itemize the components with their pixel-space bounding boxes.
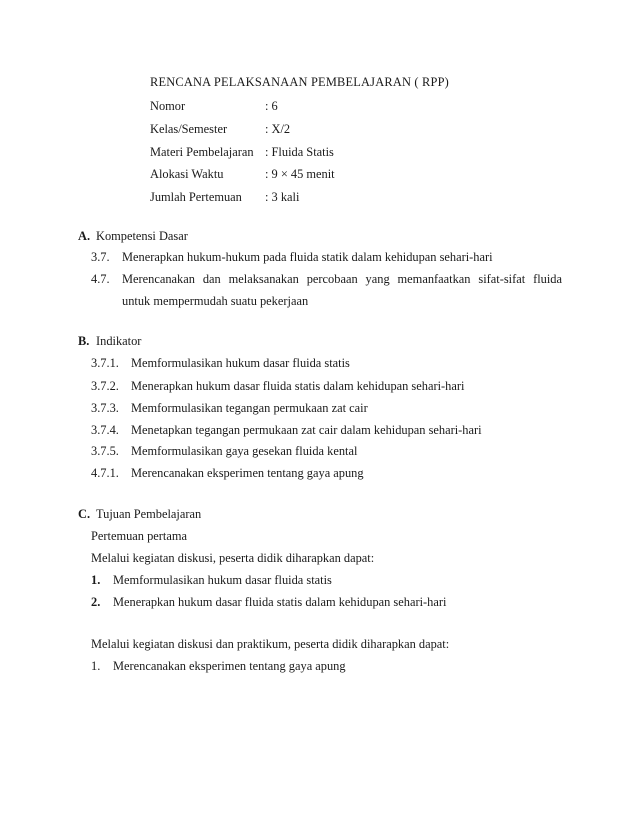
indicator-number: 3.7.3. xyxy=(91,401,119,415)
indicator-text: Merencanakan eksperimen tentang gaya apung xyxy=(131,466,364,480)
indicator-number: 3.7.2. xyxy=(91,379,119,393)
kd-number: 4.7. xyxy=(91,272,110,286)
indicator-text: Menetapkan tegangan permukaan zat cair dalam kehidupan sehari-hari xyxy=(131,423,482,437)
meta-label-nomor: Nomor xyxy=(150,99,186,113)
section-a-letter: A. xyxy=(78,229,91,243)
kd-text: Merencanakan dan melaksanakan percobaan yang memanfaatkan sifat-sifat fluida xyxy=(122,272,562,286)
objective-number: 1. xyxy=(91,573,101,587)
meta-label-alokasi: Alokasi Waktu xyxy=(150,167,224,181)
objective-intro: Melalui kegiatan diskusi dan praktikum, peserta didik diharapkan dapat: xyxy=(91,637,450,651)
kd-text: Menerapkan hukum-hukum pada fluida statik dalam kehidupan sehari-hari xyxy=(122,250,493,264)
objective-number: 1. xyxy=(91,659,101,673)
indicator-number: 3.7.4. xyxy=(91,423,119,437)
meta-value-alokasi: : 9 × 45 menit xyxy=(265,167,335,181)
section-a-title: Kompetensi Dasar xyxy=(96,229,188,243)
meta-label-kelas: Kelas/Semester xyxy=(150,122,228,136)
section-b-letter: B. xyxy=(78,334,90,348)
section-c-letter: C. xyxy=(78,507,91,521)
meta-label-materi: Materi Pembelajaran xyxy=(150,145,254,159)
section-b-title: Indikator xyxy=(96,334,142,348)
indicator-text: Menerapkan hukum dasar fluida statis dalam kehidupan sehari-hari xyxy=(131,379,465,393)
meeting-label: Pertemuan pertama xyxy=(91,529,187,543)
objective-text: Menerapkan hukum dasar fluida statis dalam kehidupan sehari-hari xyxy=(113,595,447,609)
indicator-text: Memformulasikan gaya gesekan fluida kental xyxy=(131,444,358,458)
objective-text: Merencanakan eksperimen tentang gaya apung xyxy=(113,659,346,673)
meta-value-pertemuan: : 3 kali xyxy=(265,190,300,204)
meta-value-kelas: : X/2 xyxy=(265,122,291,136)
kd-text-continued: untuk mempermudah suatu pekerjaan xyxy=(122,294,309,308)
objective-number: 2. xyxy=(91,595,101,609)
meta-label-pertemuan: Jumlah Pertemuan xyxy=(150,190,242,204)
meta-value-nomor: : 6 xyxy=(265,99,278,113)
kd-number: 3.7. xyxy=(91,250,110,264)
meta-value-materi: : Fluida Statis xyxy=(265,145,334,159)
section-c-title: Tujuan Pembelajaran xyxy=(96,507,202,521)
indicator-number: 3.7.5. xyxy=(91,444,119,458)
objective-intro: Melalui kegiatan diskusi, peserta didik diharapkan dapat: xyxy=(91,551,375,565)
document-title: RENCANA PELAKSANAAN PEMBELAJARAN ( RPP) xyxy=(150,75,450,89)
indicator-text: Memformulasikan hukum dasar fluida statis xyxy=(131,356,350,370)
indicator-number: 3.7.1. xyxy=(91,356,119,370)
indicator-text: Memformulasikan tegangan permukaan zat cair xyxy=(131,401,368,415)
indicator-number: 4.7.1. xyxy=(91,466,119,480)
objective-text: Memformulasikan hukum dasar fluida statis xyxy=(113,573,332,587)
